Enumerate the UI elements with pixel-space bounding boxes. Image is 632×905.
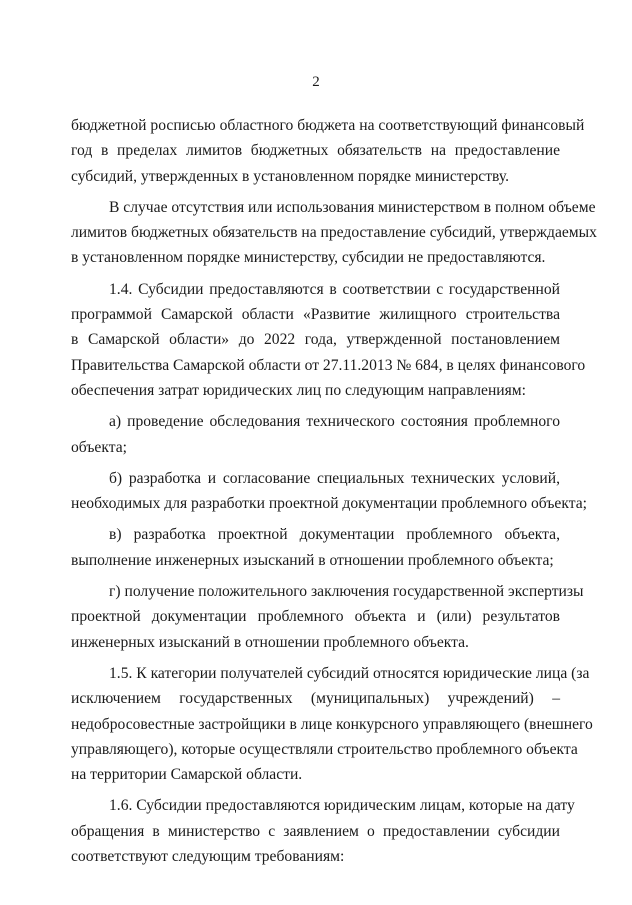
text-line: обращения в министерство с заявлением о предоставлении субсидии (71, 822, 560, 840)
text-line: лимитов бюджетных обязательств на предоставление субсидий, утверждаемых (71, 224, 597, 242)
text-line: недобросовестные застройщики в лице конкурсного управляющего (внешнего (71, 715, 593, 733)
document-body (71, 113, 597, 869)
text-line: б) разработка и согласование специальных технических условий, (109, 469, 560, 487)
text-line: обеспечения затрат юридических лиц по следующим направлениям: (71, 381, 527, 399)
text-line: в) разработка проектной документации проблемного объекта, (109, 526, 560, 544)
text-line: 1.4. Субсидии предоставляются в соответствии с государственной (109, 280, 560, 298)
paragraph (71, 277, 586, 403)
text-line: 1.5. К категории получателей субсидий относятся юридические лица (за (109, 664, 590, 682)
text-line: на территории Самарской области. (71, 766, 303, 784)
text-line: соответствуют следующим требованиям: (71, 848, 345, 866)
paragraph (71, 661, 593, 787)
text-line: инженерных изысканий в отношении проблемного объекта. (71, 633, 469, 651)
text-line: необходимых для разработки проектной документации проблемного объекта; (71, 495, 587, 513)
text-line: В случае отсутствия или использования министерством в полном объеме (109, 198, 596, 216)
text-line: исключением государственных (муниципальных) учреждений) – (71, 690, 560, 708)
paragraph (71, 466, 587, 517)
paragraph (71, 579, 584, 655)
paragraph (71, 195, 597, 271)
page-number: 2 (312, 74, 320, 90)
text-line: а) проведение обследования технического состояния проблемного (109, 413, 560, 431)
text-line: управляющего), которые осуществляли строительство проблемного объекта (71, 740, 578, 758)
paragraph (71, 409, 560, 460)
text-line: выполнение инженерных изысканий в отношении проблемного объекта; (71, 551, 554, 569)
text-line: программой Самарской области «Развитие жилищного строительства (71, 306, 560, 324)
text-line: год в пределах лимитов бюджетных обязательств на предоставление (71, 142, 560, 160)
text-line: Правительства Самарской области от 27.11.2013 № 684, в целях финансового (71, 356, 586, 374)
text-line: г) получение положительного заключения государственной экспертизы (109, 583, 584, 601)
paragraph (71, 113, 585, 189)
text-line: в Самарской области» до 2022 года, утвержденной постановлением (71, 331, 560, 349)
text-line: в установленном порядке министерству, субсидии не предоставляются. (71, 249, 546, 267)
text-line: объекта; (71, 438, 127, 456)
text-line: бюджетной росписью областного бюджета на соответствующий финансовый (71, 117, 585, 134)
text-line: проектной документации проблемного объекта и (или) результатов (71, 608, 560, 626)
text-line: субсидий, утвержденных в установленном порядке министерству. (71, 167, 509, 185)
paragraph (71, 522, 560, 573)
text-line: 1.6. Субсидии предоставляются юридическим лицам, которые на дату (109, 797, 575, 815)
paragraph (71, 793, 575, 869)
